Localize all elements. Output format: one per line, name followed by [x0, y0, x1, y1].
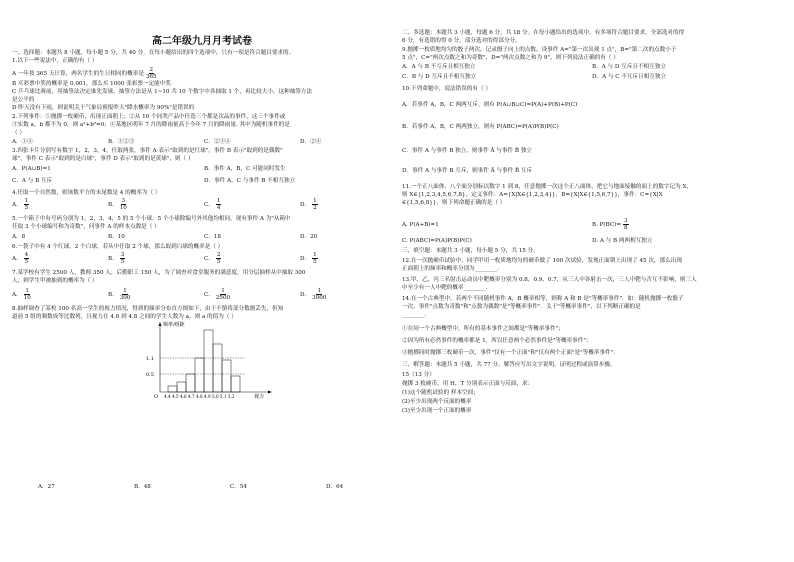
histogram-bar	[213, 344, 222, 392]
question-14-statement-2: ②因为所有必然事件的概率都是 1，所以任意两个必然事件是"等概率事件"；	[402, 338, 592, 344]
question-12: 12.在一次抛硬币试验中，同学甲用一枚质地均匀的硬币做了 100 次试验，发现正面朝上出现了 45 次，那么出现	[402, 258, 682, 264]
question-14-cont: 一次，事件"点数为奇数"和"点数为偶数"是"等概率事件"．关于"等概率事件"，以下判断正确的是	[402, 304, 641, 310]
y-tick-0.5: 0.5	[146, 372, 154, 378]
question-11-option-d: D. A 与 B 两两相互独立	[592, 238, 653, 244]
question-5-cont: 任取 3 个小球编号和为奇数"，问事件 A 的样本点数是（ ）	[12, 224, 160, 230]
question-9-option-b: B．A 与 D 互斥且不相互独立	[592, 64, 666, 70]
question-4-option-d: D． $\frac{1}{2}$	[300, 198, 317, 211]
question-7-option-a: A． $\frac{1}{10}$	[12, 288, 31, 301]
question-5-option-d: D．20	[300, 234, 318, 240]
section-4-header: 三、解答题：本题共 5 小题，共 77 分。解答应写出文字说明，证明过程或演算步骤。	[402, 362, 616, 368]
question-10-option-b: B．若事件 A，B，C 两两独立，则有 P(ABC)=P(A)P(B)P(C)	[402, 124, 559, 130]
question-10-option-c: C．事件 A 与事件 B 独立，则事件 Ā 与事件 B̄ 独立	[402, 148, 532, 154]
histogram-bar	[204, 330, 213, 392]
question-11-option-c: C. P(ABC)=P(A)P(B)P(C)	[402, 238, 472, 244]
histogram-bar	[231, 376, 240, 392]
histogram-bar	[177, 382, 186, 392]
question-1-option-c-cont: 是公平的	[12, 97, 35, 103]
question-1: 1.以下一些说法中，正确的有（ ）	[12, 58, 98, 64]
question-10-option-d: D．事件 A 与事件 B 互斥，则事件 Ā 与事件 B̄ 互斥	[402, 168, 533, 174]
question-6-option-b: B． $\frac{3}{5}$	[108, 252, 125, 265]
question-1-option-c: C 乒乓球比赛前，用抽签法决定谁先发球，抽签方法是从 1~10 共 10 个数字中各抽取 1 个，再比较大小，这种抽签方法	[12, 89, 313, 95]
question-8-option-a: A．27	[38, 484, 55, 490]
section-2-header-cont: 6 分，有选错的得 0 分，部分选对的得部分分。	[402, 38, 521, 44]
question-4-option-c: C． $\frac{1}{4}$	[204, 198, 221, 211]
y-axis-arrow-icon	[159, 322, 162, 326]
question-3-option-a: A．P(A∪B)=1	[12, 166, 51, 172]
question-13-cont: 中至少有一人中靶的概率________．	[402, 285, 492, 291]
question-5-option-b: B．10	[108, 234, 125, 240]
question-6-option-c: C． $\frac{2}{5}$	[204, 252, 221, 265]
question-11-option-a: A. P(A+B)=1	[402, 222, 439, 228]
question-2-option-c: C．②③④	[204, 139, 231, 145]
question-10: 10.下列命题中，说法错误的有（ ）	[402, 86, 491, 92]
y-axis-label: 频率/组距	[163, 322, 185, 328]
question-8-cont: 道前 5 组的频数成等比数列，且视力在 4.6 到 4.8 之间的学生人数为 a，则 a 的值为（ ）	[12, 314, 237, 320]
histogram-bar	[186, 374, 195, 392]
histogram-bar	[222, 360, 231, 392]
question-9-cont: 5 点"，C="两次点数之和为奇数"，D="两次点数之和为 9"，则下列说法正确的有（ ）	[402, 55, 619, 61]
question-3-option-d: D．事件 A，C 与事件 B 不相互独立	[204, 178, 296, 184]
question-11-cont2: ∈{1,5,6,8}}，则下列命题正确的是（ ）	[402, 200, 506, 206]
question-15: 15（13 分）	[402, 372, 435, 378]
x-tick-labels: 4.4 4.5 4.6 4.7 4.8 4.9 5.0 5.1 5.2	[164, 394, 235, 399]
question-4: 4.任取一个自然数，则该数平方的末尾数是 4 的概率为（ ）	[12, 190, 161, 196]
question-1-option-d: D 昨天没有下雨，则说明关于气象局预报昨天"降水概率为 90%"是错误的	[12, 105, 195, 111]
question-5-option-a: A．8	[12, 234, 26, 240]
question-5-option-c: C．18	[204, 234, 221, 240]
section-2-header: 二、多选题：本题共 3 小题，每题 6 分，共 18 分。在每小题给出的选项中，有多项符合题目要求。全部选对的得	[402, 30, 685, 36]
question-14-statement-3: ③抛掷同时抛掷三枚硬币一次，事件"仅有一个正面"和"仅有两个正面"是"等概率事件"．	[402, 350, 619, 356]
question-2-cont: ③实数 a，b 都不为 0，则 a²+b²=0；④某地区明年 7 月的降雨量高于今年 7 月的降雨量. 其中为随机事件的是	[12, 122, 290, 128]
question-6-option-d: D． $\frac{1}{5}$	[300, 252, 317, 265]
question-15-part-3: (3)至少出现一个正面的概率	[402, 408, 472, 414]
question-5: 5.一个箱子中有号码分别为 1，2，3，4，5 的 5 个小球，5 个小球除编号外其他均相同，现有事件 A 为"从箱中	[12, 216, 291, 222]
histogram-bar	[168, 386, 177, 392]
question-10-option-a: A．若事件 A，B，C 两两互斥，则有 P(A∪B∪C)=P(A)+P(B)+P(C)	[402, 102, 578, 108]
question-15-stem: 抛掷 3 枚硬币，用 H，T 分别表示正面与反面，求：	[402, 381, 534, 387]
question-3-option-b: B．事件 A，B，C 可能同时发生	[204, 166, 286, 172]
question-14-blank: ________.	[402, 312, 427, 318]
question-12-cont: 正面朝上的频率和概率分别为________．	[402, 266, 503, 272]
x-axis-label: 视力	[254, 394, 265, 400]
question-8-option-d: D．64	[326, 484, 344, 490]
question-15-part-1: (1)这个随机试验的 样本空间；	[402, 390, 479, 396]
histogram-bar	[195, 358, 204, 392]
question-9-option-d: D．A 与 C 不互斥且相互独立	[592, 74, 667, 80]
question-9: 9.抛掷一枚质地均匀的骰子两次，记录骰子向上的点数，设事件 A="第一次出现 1 点"，B="第二次的点数小于	[402, 47, 677, 53]
question-7-option-d: D． $\frac{1}{3000}$	[300, 288, 327, 301]
y-tick-1.1: 1.1	[146, 356, 154, 362]
question-1-option-b: B 买彩票中奖的概率是 0.001，那么买 1000 张彩票一定能中奖	[12, 81, 171, 87]
question-9-option-c: C．B 与 D 互斥且不相互独立	[402, 74, 477, 80]
question-4-option-a: A． $\frac{1}{5}$	[12, 198, 29, 211]
question-14-statement-1: ①在同一个古典概型中，所有的基本事件之间都是"等概率事件"；	[402, 326, 564, 332]
question-7: 7.某学校有学生 2500 人，教师 350 人，后勤职工 150 人，为了调查对食堂服务的满意度，用分层抽样从中抽取 300	[12, 270, 306, 276]
page-title: 高二年级九月月考试卷	[152, 36, 252, 47]
question-2-option-a: A．①④	[12, 139, 33, 145]
question-3-option-c: C．A 与 B 互斥	[12, 178, 53, 184]
question-15-part-2: (2)至少出现两个反面的概率	[402, 399, 472, 405]
question-11: 11.一个正八面体，八个面分别标以数字 1 到 8，任意抛掷一次这个正八面体，把它与地面接触的面上的数字记为 X，	[402, 184, 693, 190]
question-7-option-b: B． $\frac{1}{300}$	[108, 288, 131, 301]
question-2-paren: （ ）	[12, 130, 25, 136]
question-1-option-a: A 一年按 365 天计算，两名学生的生日相同的概率是 $\frac{2}{365}$	[12, 67, 157, 80]
question-7-option-c: C． $\frac{1}{2500}$	[204, 288, 231, 301]
question-11-option-b: B. P(BC)= $\frac{3}{8}$	[592, 218, 628, 231]
question-3-cont: 球"，事件 C 表示"取到的是白球"，事件 D 表示"取到的是黄球"，则（ ）	[12, 156, 194, 162]
question-8: 8.抽样调查了某校 100 名高一学生的视力情况，得到的频率分布直方图如下，由于不慎将部分数据丢失，但知	[12, 306, 284, 312]
question-14: 14.在一个古典型中，若两个不同随机事件 A，B 概率相等，则称 A 和 B 是"等概率事件"．如：随机抛掷一枚骰子	[402, 296, 684, 302]
origin-label: O	[154, 394, 159, 400]
question-2-option-d: D．②④	[300, 139, 322, 145]
question-7-cont: 人，则学生甲被抽到的概率为（ ）	[12, 278, 98, 284]
question-8-option-b: B．48	[134, 484, 151, 490]
question-3: 3.四张卡片分别写有数字 1，2，3，4，任取两张，事件 A 表示"取到的是红球"，事件 B 表示"取到的是偶数"	[12, 148, 283, 154]
frequency-histogram	[144, 320, 274, 400]
question-6-option-a: A． $\frac{4}{5}$	[12, 252, 29, 265]
section-3-header: 三、填空题：本题共 3 小题，每小题 5 分，共 15 分。	[402, 248, 539, 254]
question-6: 6.一袋子中有 4 个红球，2 个白球，若从中任取 2 个球，那么取到白球的概率是（ ）	[12, 244, 224, 250]
question-4-option-b: B． $\frac{3}{10}$	[108, 198, 127, 211]
question-13: 13.甲、乙、丙三名射击运动员中靶概率分别为 0.8，0.9，0.7，从三人中各射击一次，三人中靶与否互不影响，则三人	[402, 277, 697, 283]
question-2: 2.下列事件：①抛掷一枚硬币，出现正面朝上；②从 10 个同类产品中任选三个都是次品的事件，这三个事件或	[12, 114, 286, 120]
question-11-cont: 则 X∈{1,2,3,4,5,6,7,8}，定义事件：A={X|X∈{1,2,3,4}}，B={X|X∈{1,5,6,7}}，事件：C={X|X	[402, 192, 663, 198]
question-8-option-c: C．54	[230, 484, 247, 490]
section-1-header: 一、选择题：本题共 8 小题，每小题 5 分，共 40 分。在每小题给出的四个选项中，只有一项是符合题目要求的。	[12, 50, 295, 56]
x-axis-arrow-icon	[268, 391, 272, 394]
question-2-option-b: B．①②③	[108, 139, 135, 145]
question-9-option-a: A．A 与 B 不互斥且相互独立	[402, 64, 476, 70]
